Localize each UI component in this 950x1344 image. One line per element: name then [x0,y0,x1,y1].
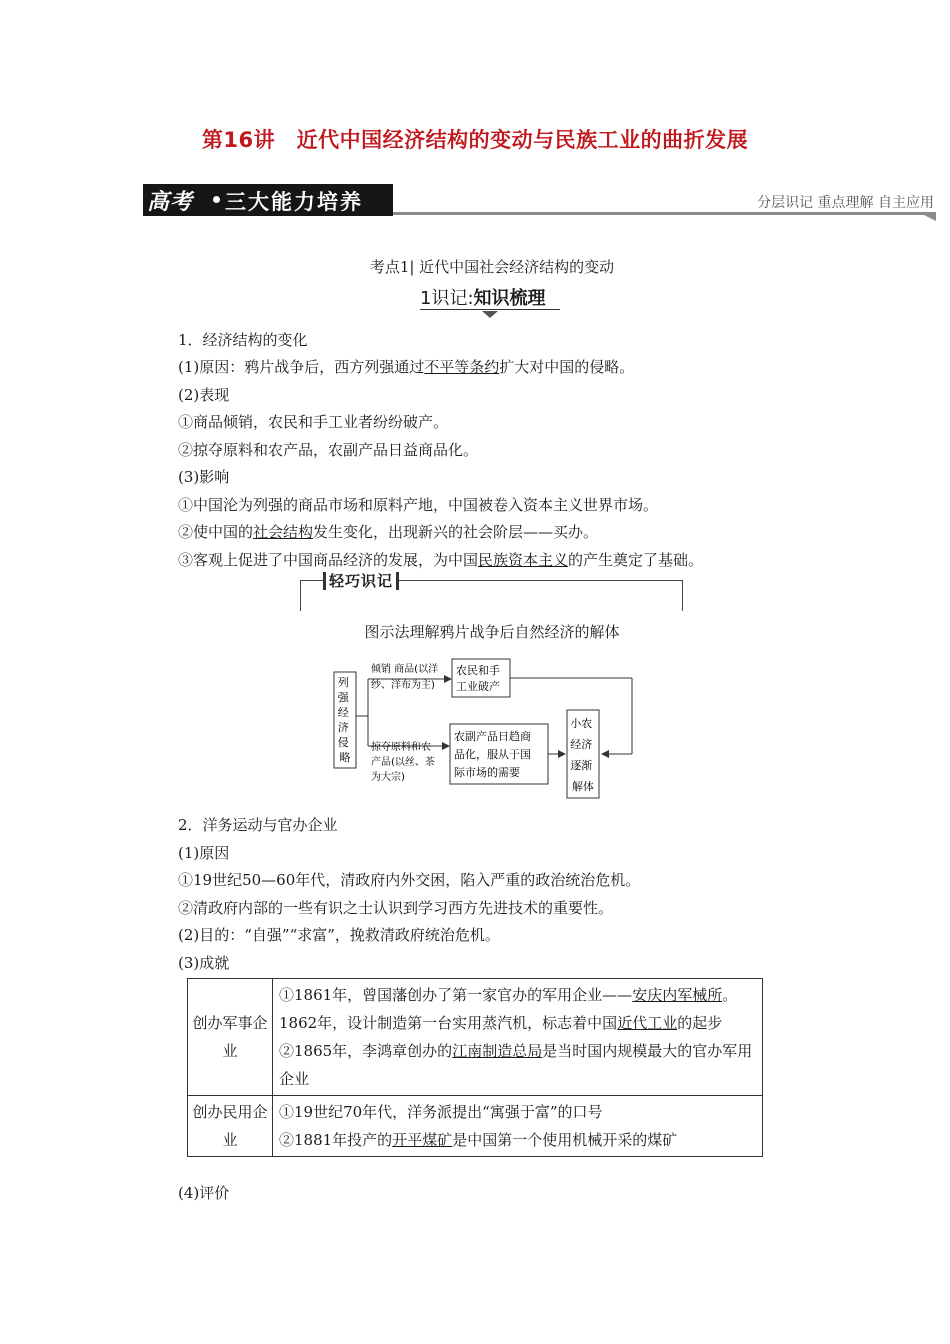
cell-text: ①1861年，曾国藩创办了第一家官办的军用企业—— [279,986,633,1004]
s1-b2: ②掠夺原料和农产品，农副产品日益商品化。 [178,441,479,459]
diagram-bottom-box-line: 农副产品日趋商 [454,730,531,743]
s1-y2-underline: 社会结构 [253,523,314,541]
diagram-left-char: 济 [337,721,349,734]
banner-main-text: 三大能力培养 [225,190,363,214]
shiji-prefix: 1识记: [420,288,474,309]
table-head-civil: 创办民用企业 [188,1096,273,1157]
cell-text: 的起步 [677,1014,723,1032]
s1-y3-pre: ③客观上促进了中国商品经济的发展，为中国 [178,551,479,569]
s1-b1: ①商品倾销，农民和手工业者纷纷破产。 [178,413,449,431]
cell-underline: 近代工业 [617,1014,678,1032]
s1-reason-post: 扩大对中国的侵略。 [499,358,635,376]
table-row [188,979,763,1096]
cell-underline: 江南制造总局 [452,1042,543,1060]
s1-y2-pre: ②使中国的 [178,523,254,541]
s1-y2 [178,522,598,542]
diagram-left-char: 经 [337,706,349,719]
cell-text: ①19世纪70年代，洋务派提出“寓强于富”的口号 [279,1103,603,1121]
diagram-bottom-box-line: 际市场的需要 [454,766,520,779]
diagram-bottom-box-line: 品化，服从于国 [454,748,531,761]
diagram-bottom-box-text [454,729,535,779]
diagram-bottom-label-line: 为大宗) [371,772,405,783]
diagram-left-char: 强 [337,691,349,704]
s1-reason-pre: (1)原因：鸦片战争后，西方列强通过 [178,358,425,376]
qiaoji-box [300,572,683,611]
s1-y1: ①中国沦为列强的商品市场和原料产地，中国被卷入资本主义世界市场。 [178,496,659,514]
s1-y3 [178,550,703,570]
diagram-left-char: 略 [339,751,351,764]
cell-text: 。1862年，设计制造第一台实用蒸汽机，标志着中国 [279,986,738,1032]
diagram-top-box-text [456,664,504,693]
table-row [188,1096,763,1157]
cell-text: ②1881年投产的 [279,1131,393,1149]
banner-gaokao: 高考 [147,190,194,215]
s2-yuanyin: (1)原因 [178,844,230,862]
table-head-military: 创办军事企业 [188,979,273,1096]
s1-reason-underline: 不平等条约 [424,358,500,376]
banner-triangle-icon [924,215,936,221]
diagram-bottom-label [371,740,438,783]
diagram-right-line: 解体 [572,780,594,793]
banner-rule [393,212,936,215]
s1-biaoxian: (2)表现 [178,386,230,404]
diagram-top-label-line: 倾销 商品(以洋 [371,664,439,675]
diagram-top-label-line: 纱、洋布为主) [371,680,435,691]
diagram [330,652,650,802]
diagram-left-text [338,675,353,764]
s2-r2: ②清政府内部的一些有识之士认识到学习西方先进技术的重要性。 [178,899,614,917]
shiji-heading [420,284,546,310]
cell-underline: 安庆内军械所 [632,986,723,1004]
diagram-right-text [570,716,596,793]
shiji-underline [420,309,560,310]
page-title: 第16讲 近代中国经济结构的变动与民族工业的曲折发展 [201,128,749,152]
cell-text: ②1865年，李鸿章创办的 [279,1042,453,1060]
diagram-caption: 图示法理解鸦片战争后自然经济的解体 [364,623,620,641]
diagram-bottom-label-line: 产品(以丝、茶 [371,757,435,768]
cell-underline: 开平煤矿 [392,1131,453,1149]
s2-chengjiu: (3)成就 [178,954,230,972]
table-cell-civil [273,1096,763,1157]
s2-pingjia: (4)评价 [178,1184,230,1202]
diagram-top-label [371,662,441,691]
shiji-triangle-icon [482,311,498,318]
kaodian-heading: 考点1| 近代中国社会经济结构的变动 [369,258,615,276]
s1-y2-post: 发生变化，出现新兴的社会阶层——买办。 [313,523,599,541]
s2-r1: ①19世纪50—60年代，清政府内外交困，陷入严重的政治统治危机。 [178,871,641,889]
diagram-left-char: 列 [337,676,349,689]
banner-dot-icon [213,196,220,203]
table-cell-military [273,979,763,1096]
banner-right-text: 分层识记 重点理解 自主应用 [757,195,934,211]
s1-y3-underline: 民族资本主义 [478,551,569,569]
shiji-main: 知识梳理 [473,288,546,309]
diagram-right-line: 经济 [570,738,593,751]
diagram-top-box-line: 农民和手 [456,664,500,677]
achievements-table [187,978,763,1157]
s1-heading: 1．经济结构的变化 [178,331,308,349]
cell-text: 是中国第一个使用机械开采的煤矿 [452,1131,678,1149]
diagram-right-line: 逐渐 [570,759,593,772]
s1-y3-post: 的产生奠定了基础。 [568,551,704,569]
diagram-right-line: 小农 [570,717,593,730]
s2-heading: 2．洋务运动与官办企业 [178,816,338,834]
section-banner [143,184,936,220]
diagram-top-box-line: 工业破产 [456,680,500,693]
qiaoji-label: 轻巧识记 [323,570,399,591]
diagram-bottom-label-line: 掠夺原料和农 [371,742,431,753]
cell-text: 是当时国内规模最大的官办军用企业 [279,1042,753,1088]
s2-mudi: (2)目的：“自强”“求富”，挽救清政府统治危机。 [178,926,500,944]
diagram-left-char: 侵 [337,736,349,749]
s1-yingxiang: (3)影响 [178,468,230,486]
s1-reason [178,357,634,377]
